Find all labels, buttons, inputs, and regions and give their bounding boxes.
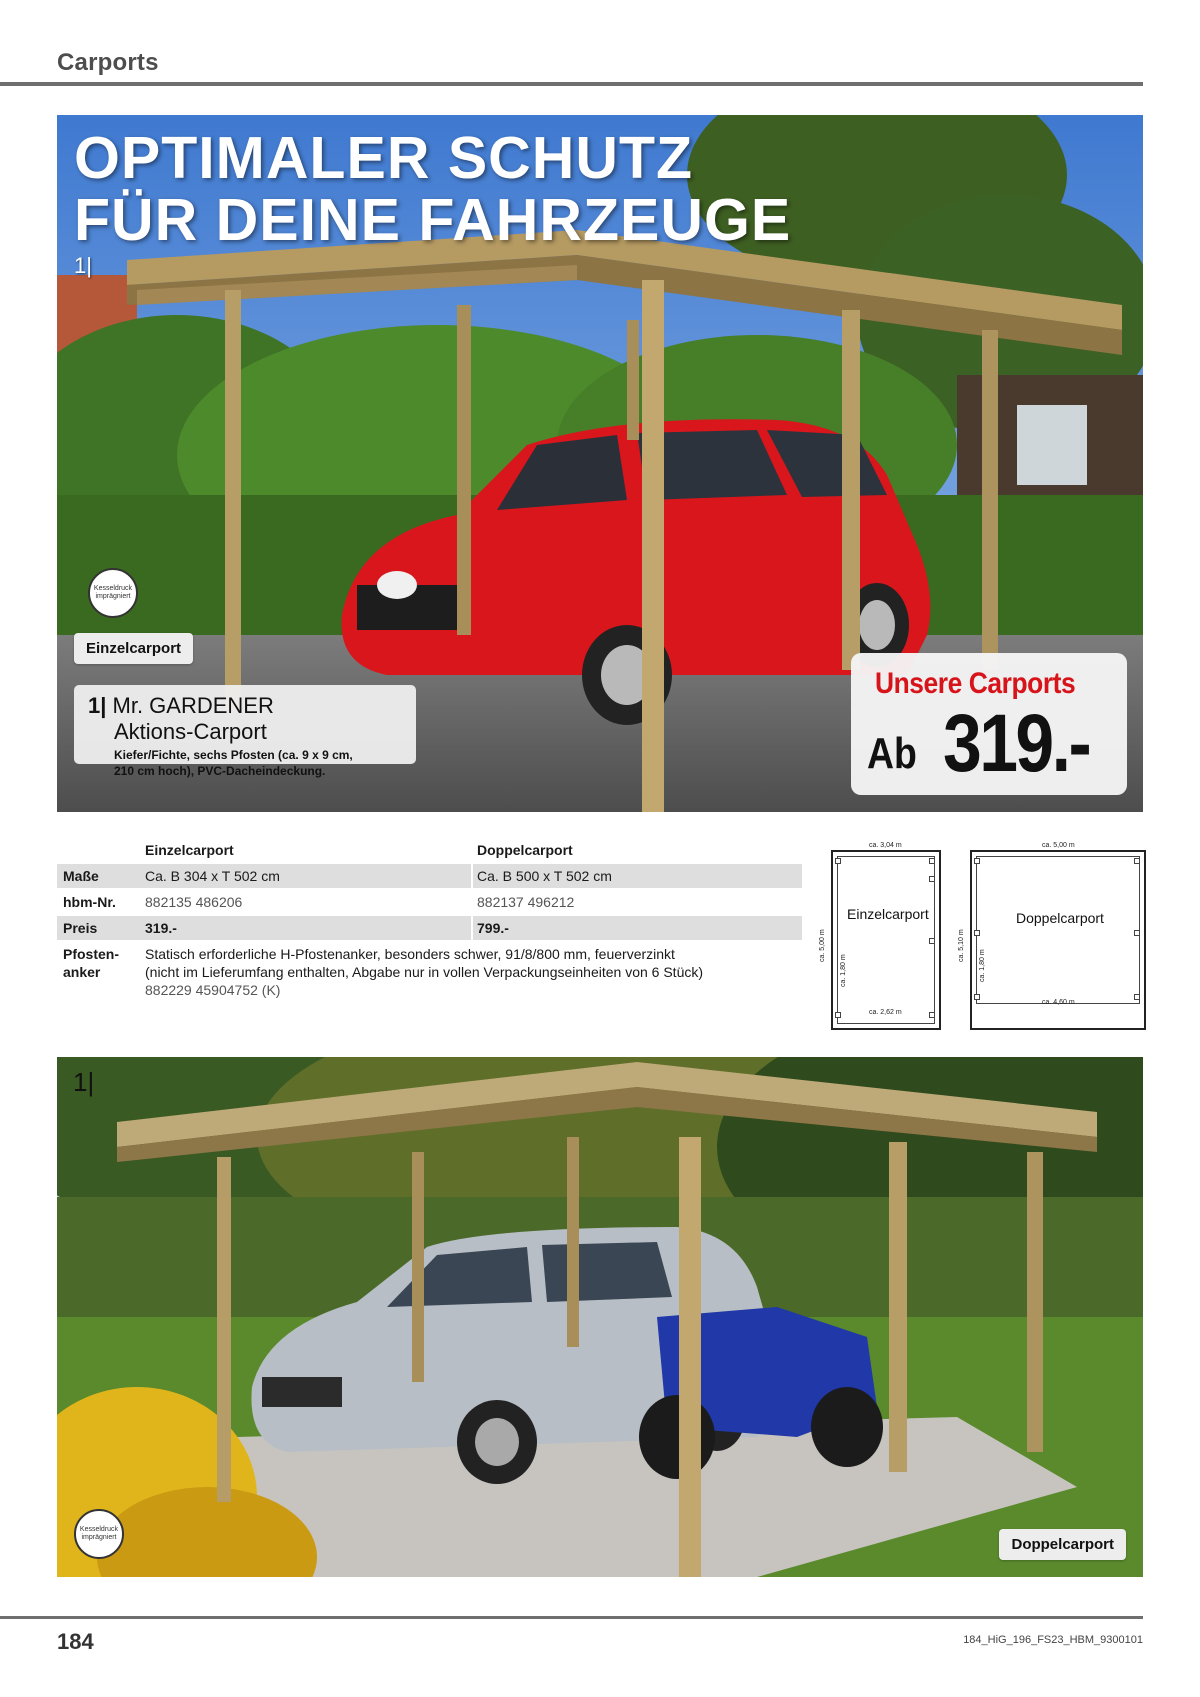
spec-label: Maße [57, 864, 141, 888]
post-marker [1134, 994, 1140, 1000]
spec-label: Preis [57, 916, 141, 940]
plan-outline [976, 856, 1140, 1004]
spec-value: Ca. B 304 x T 502 cm [141, 864, 473, 888]
seal-text: Kesseldruck imprägniert [79, 1526, 119, 1541]
post-marker [929, 1012, 935, 1018]
plan-dim-top: ca. 5,00 m [1042, 842, 1075, 849]
price-value: 319.- [943, 698, 1090, 789]
photo2-illustration [57, 1057, 1143, 1577]
floor-plan-single [819, 842, 941, 1030]
spec-row-dimensions [57, 864, 802, 888]
hero-photo [57, 115, 1143, 812]
spec-label [57, 942, 141, 1002]
spec-header-empty [57, 838, 141, 862]
spec-table-header [57, 838, 802, 862]
product-info-box [74, 685, 416, 778]
hero-reference-marker: 1| [74, 253, 92, 278]
anker-text-line2: (nicht im Lieferumfang enthalten, Abgabe nur in vollen Verpackungseinheiten von 6 Stück) [145, 964, 704, 980]
spec-row-article-number [57, 890, 802, 914]
type-badge-double: Doppelcarport [999, 1529, 1126, 1560]
hero-headline [74, 127, 791, 251]
plan-dim-inner: ca. 1,80 m [840, 954, 847, 987]
spec-header-single: Einzelcarport [145, 842, 234, 858]
spec-value [141, 942, 802, 1002]
product-index: 1| [88, 693, 107, 718]
spec-label-line1: Pfosten- [63, 946, 119, 962]
spec-value: 799.- [473, 916, 802, 940]
product-name-line1: Mr. GARDENER [112, 693, 274, 718]
footer-code: 184_HiG_196_FS23_HBM_9300101 [963, 1634, 1143, 1646]
spec-row-price [57, 916, 802, 940]
plan-dim-top: ca. 3,04 m [869, 842, 902, 849]
price-box [851, 653, 1127, 795]
seal-text: Kesseldruck imprägniert [93, 585, 133, 600]
plan-dim-inner: ca. 1,80 m [979, 949, 986, 982]
type-badge-single: Einzelcarport [74, 633, 193, 664]
spec-value: Ca. B 500 x T 502 cm [473, 864, 802, 888]
price-heading: Unsere Carports [875, 667, 1076, 700]
page-number: 184 [57, 1629, 94, 1654]
post-marker [974, 930, 980, 936]
anker-text-line1: Statisch erforderliche H-Pfostenanker, besonders schwer, 91/8/800 mm, feuerverzinkt [145, 946, 675, 962]
product-name-line2: Aktions-Carport [114, 719, 267, 744]
spec-table [57, 838, 802, 1002]
anker-text-line3: 882229 45904752 (K) [145, 982, 281, 998]
post-marker [835, 858, 841, 864]
plan-title: Einzelcarport [847, 906, 929, 922]
double-carport-photo [57, 1057, 1143, 1577]
pressure-treated-seal-icon [74, 1509, 124, 1559]
spec-value: 319.- [141, 916, 473, 940]
bottom-divider [0, 1616, 1143, 1619]
pressure-treated-seal-icon [88, 568, 138, 618]
post-marker [835, 1012, 841, 1018]
plan-title: Doppelcarport [1016, 910, 1104, 926]
top-divider [0, 82, 1143, 86]
spec-row-post-anchor [57, 942, 802, 1002]
post-marker [1134, 858, 1140, 864]
post-marker [929, 938, 935, 944]
product-name [88, 693, 402, 745]
plan-dim-side: ca. 5,00 m [819, 929, 826, 962]
spec-label-line2: anker [63, 964, 101, 980]
post-marker [974, 858, 980, 864]
plan-dim-bottom: ca. 2,62 m [869, 1009, 902, 1016]
plan-outline [837, 856, 935, 1024]
product-desc-line1: Kiefer/Fichte, sechs Pfosten (ca. 9 x 9 cm, [114, 748, 353, 762]
post-marker [1134, 930, 1140, 936]
post-marker [929, 876, 935, 882]
post-marker [929, 858, 935, 864]
hero-headline-line2: FÜR DEINE FAHRZEUGE [74, 187, 792, 253]
post-marker [974, 994, 980, 1000]
plan-dim-side: ca. 5,10 m [958, 929, 965, 962]
spec-label: hbm-Nr. [63, 894, 116, 910]
hero-headline-line1: OPTIMALER SCHUTZ [74, 125, 694, 191]
product-description [88, 747, 402, 779]
product-desc-line2: 210 cm hoch), PVC-Dacheindeckung. [114, 764, 326, 778]
spec-value: 882135 486206 [145, 894, 243, 910]
floor-plan-double [958, 842, 1146, 1030]
section-title: Carports [57, 49, 159, 76]
spec-value: 882137 496212 [477, 894, 575, 910]
photo2-reference-marker: 1| [73, 1067, 95, 1097]
plan-dim-bottom: ca. 4,60 m [1042, 999, 1075, 1006]
price-prefix: Ab [867, 729, 917, 778]
spec-header-double: Doppelcarport [477, 842, 573, 858]
